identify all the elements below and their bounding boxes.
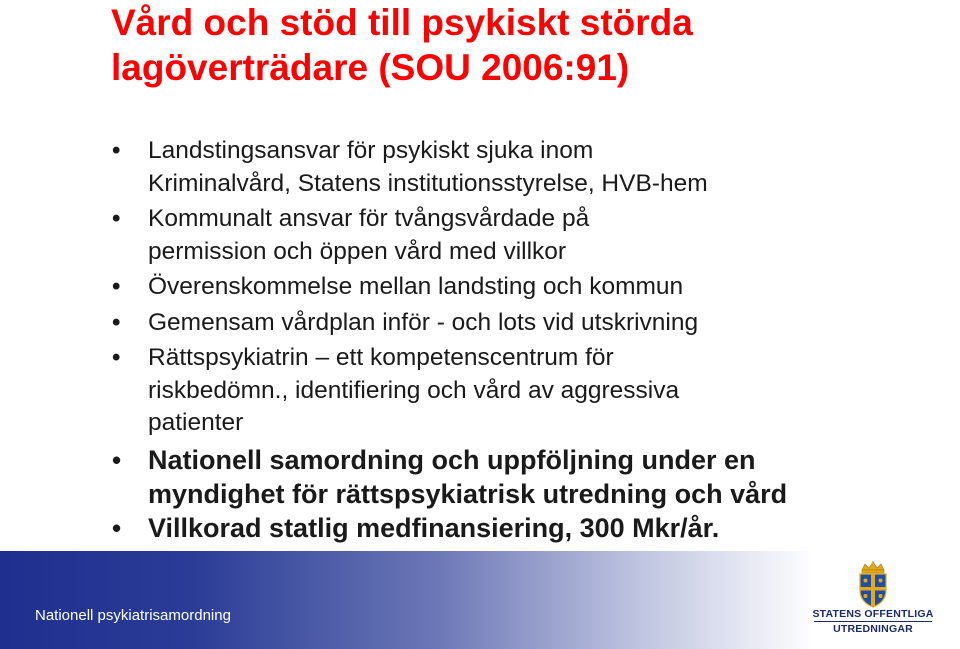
- bullet-marker: •: [112, 137, 121, 164]
- bullet-text: Villkorad statlig medfinansiering, 300 Mkr/år.: [148, 512, 720, 543]
- footer-label: Nationell psykiatrisamordning: [35, 607, 231, 624]
- bullet-text: Nationell samordning och uppföljning under en: [148, 444, 756, 475]
- bullet-text: myndighet för rättspsykiatrisk utredning och vård: [148, 478, 788, 509]
- logo-text: [808, 608, 938, 635]
- bullet-text: patienter: [148, 409, 244, 436]
- bullet-text: riskbedömn., identifiering och vård av aggressiva: [148, 376, 680, 404]
- bullet-text: Gemensam vårdplan inför - och lots vid utskrivning: [148, 308, 699, 336]
- bullet-marker: •: [112, 512, 122, 543]
- bullet-text: Kommunalt ansvar för tvångsvårdade på: [148, 205, 590, 232]
- logo-divider: [814, 621, 932, 622]
- bullet-marker: •: [112, 205, 121, 232]
- bullet-text: Överenskommelse mellan landsting och kommun: [148, 273, 684, 300]
- logo-line-1: STATENS OFFENTLIGA: [812, 608, 934, 620]
- bullet-text: permission och öppen vård med villkor: [148, 237, 567, 265]
- bullet-text: Rättspsykiatrin – ett kompetenscentrum för: [148, 344, 614, 371]
- title-line-2: lagöverträdare (SOU 2006:91): [111, 47, 630, 88]
- bullet-item: [112, 135, 942, 200]
- crown-shield-icon: [850, 560, 896, 608]
- bullet-item: [112, 511, 942, 545]
- bullet-marker: •: [112, 273, 121, 300]
- bullet-marker: •: [112, 344, 121, 371]
- logo-line-2: UTREDNINGAR: [833, 623, 913, 635]
- sou-logo: [808, 560, 938, 642]
- slide-title: [111, 0, 931, 90]
- title-line-1: Vård och stöd till psykiskt störda: [111, 2, 693, 43]
- bullet-group-emphasis: [112, 443, 942, 545]
- bullet-marker: •: [112, 444, 122, 475]
- bullet-list: [112, 135, 942, 545]
- bullet-item: [112, 271, 942, 304]
- bullet-group-regular: [112, 135, 942, 440]
- bullet-item: [112, 203, 942, 268]
- bullet-item: [112, 307, 942, 340]
- bullet-item: [112, 443, 942, 511]
- bullet-text: Kriminalvård, Statens institutionsstyrelse, HVB-hem: [148, 169, 708, 197]
- bullet-item: [112, 342, 942, 440]
- bullet-text: Landstingsansvar för psykiskt sjuka inom: [148, 137, 594, 164]
- bullet-marker: •: [112, 308, 121, 336]
